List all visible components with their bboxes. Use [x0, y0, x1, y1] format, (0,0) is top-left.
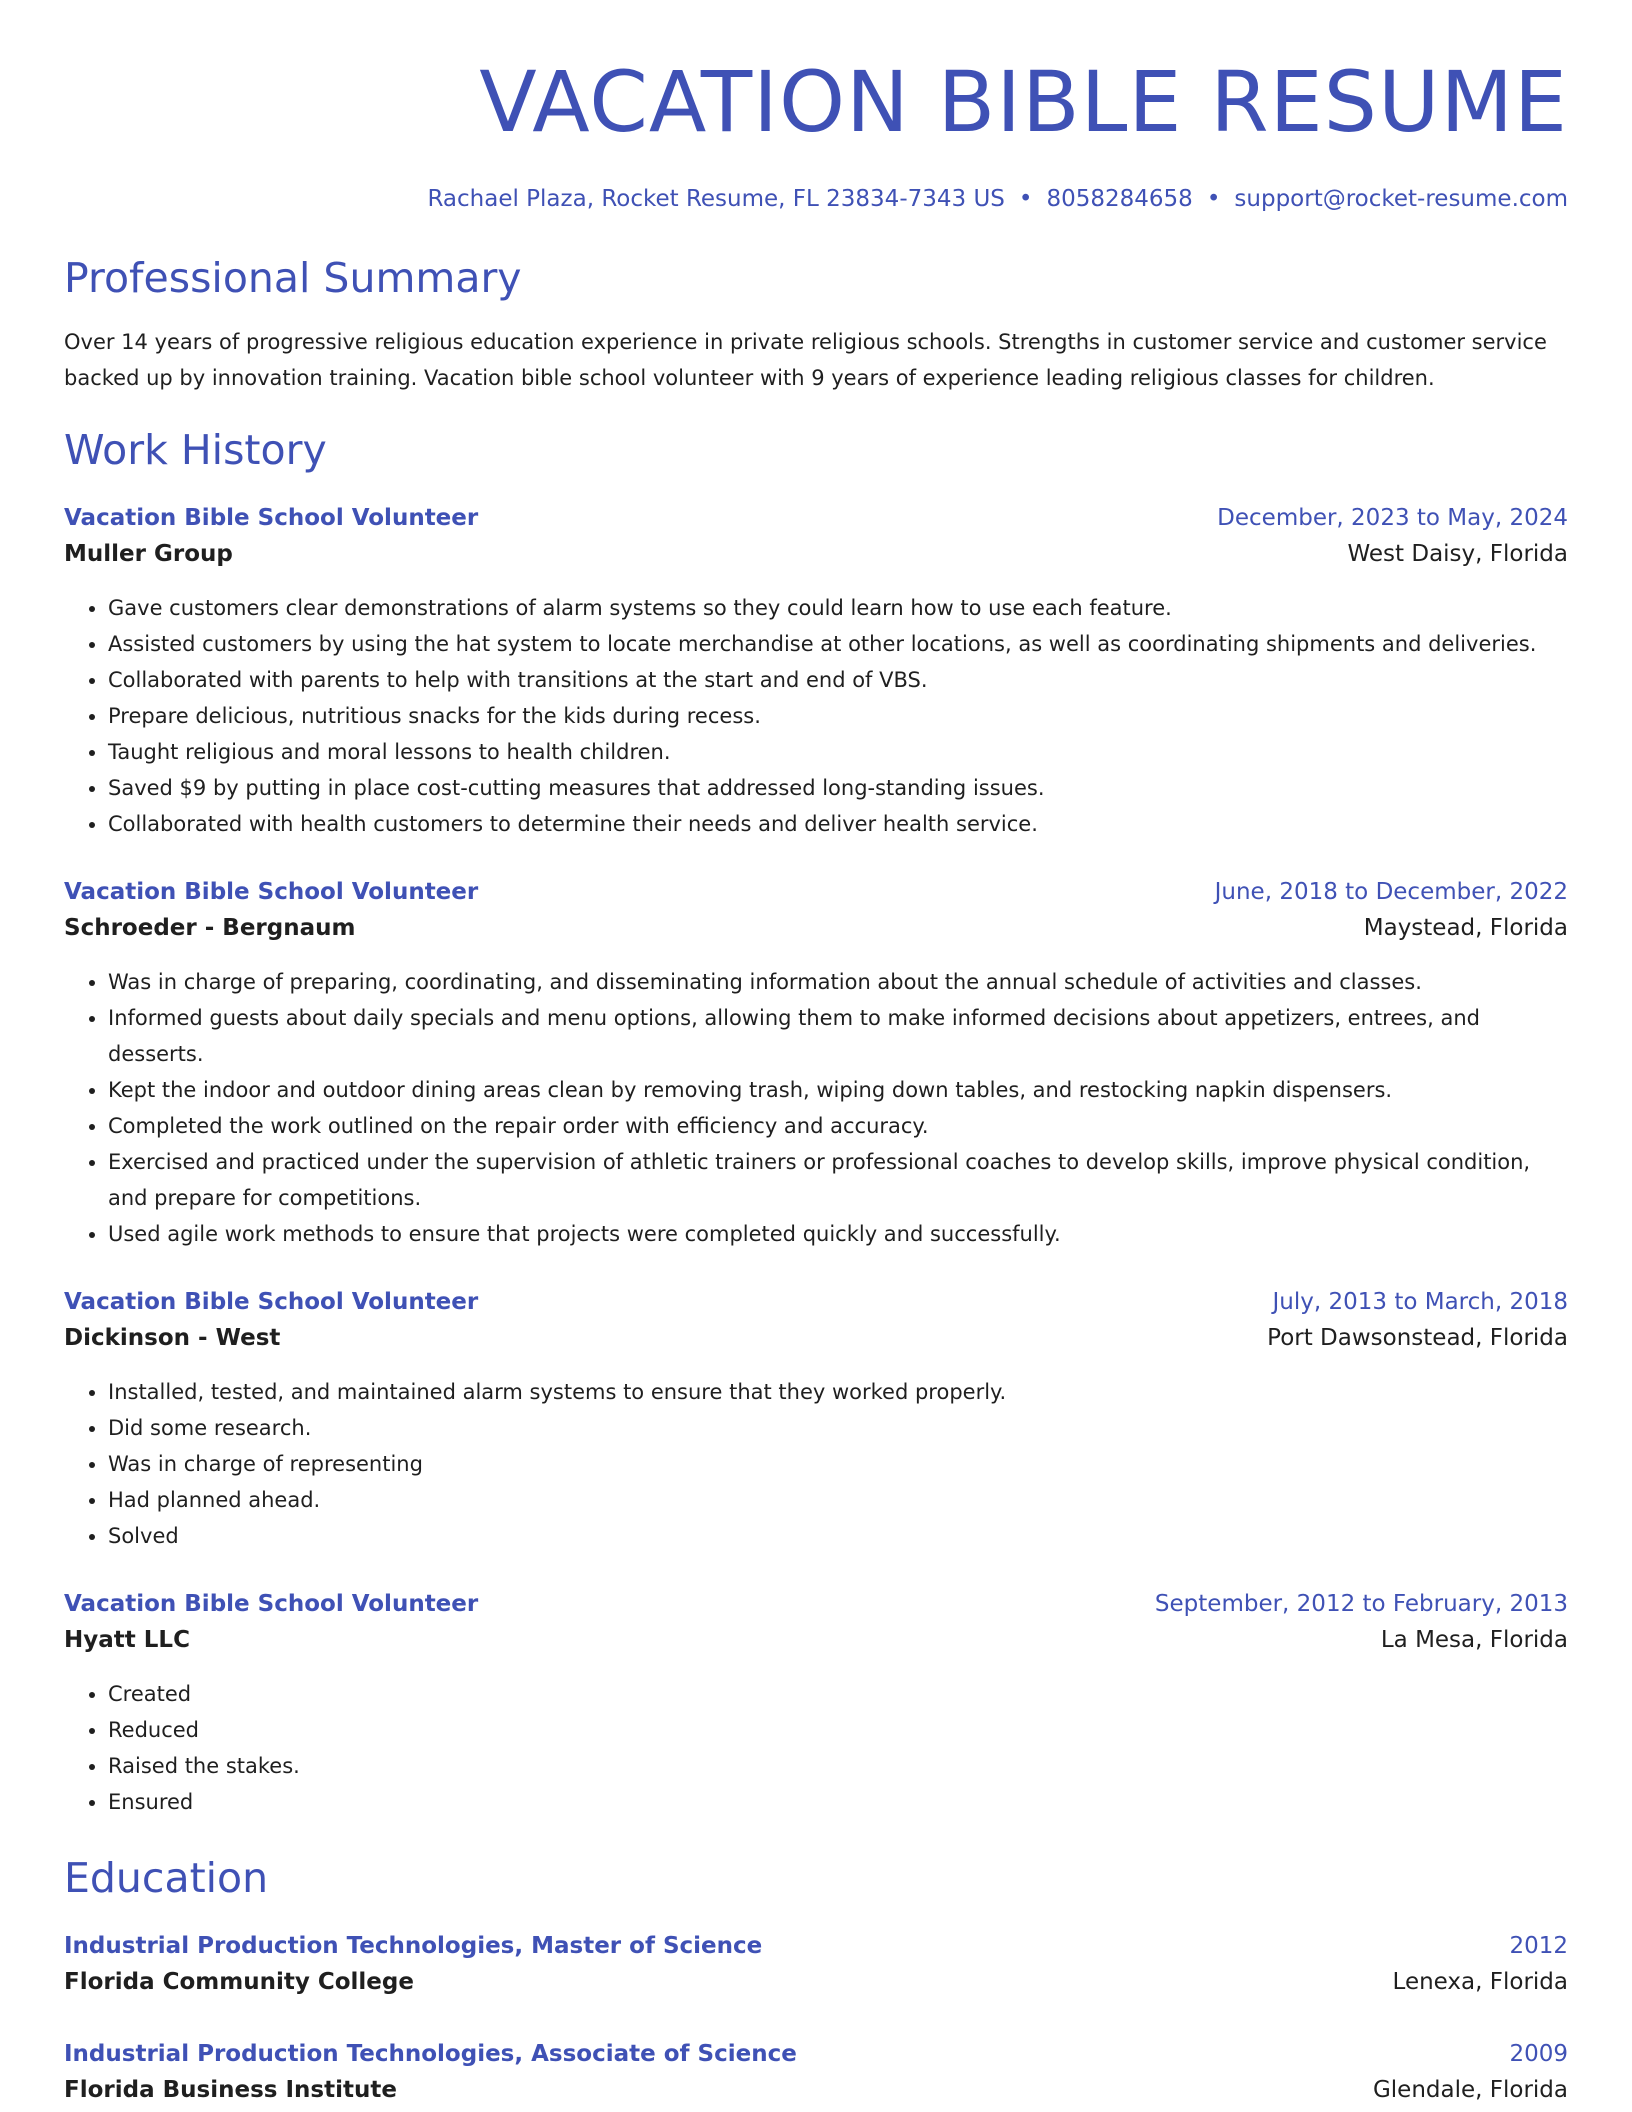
- job-bullet: • Exercised and practiced under the supervision of athletic trainers or professional coaches to develop skills, improve physical condition, and prepare for competitions.: [108, 1144, 1568, 1216]
- job-bullet: • Was in charge of preparing, coordinating, and disseminating information about the annual schedule of activities and classes.: [108, 964, 1568, 1000]
- job-bullet: • Taught religious and moral lessons to health children.: [108, 734, 1568, 770]
- job-role: Vacation Bible School Volunteer: [64, 879, 479, 905]
- resume-page: [64, 0, 1568, 2108]
- job-bullet: • Created: [108, 1676, 1568, 1712]
- work-history-heading: Work History: [64, 426, 327, 474]
- job-bullet: • Raised the stakes.: [108, 1748, 1568, 1784]
- education-entry: [64, 1928, 1568, 2000]
- job-company: Schroeder - Bergnaum: [64, 915, 356, 941]
- contact-separator: •: [1206, 186, 1221, 212]
- job-bullet: • Reduced: [108, 1712, 1568, 1748]
- job-header: [64, 500, 1568, 536]
- education-year: 2009: [1509, 2041, 1568, 2067]
- education-heading: Education: [64, 1854, 269, 1902]
- contact-email[interactable]: support@rocket-resume.com: [1234, 186, 1568, 212]
- job-company: Muller Group: [64, 541, 233, 567]
- work-history-section: [64, 422, 1568, 1820]
- job-subheader: [64, 1622, 1568, 1658]
- job-entry: [64, 500, 1568, 842]
- education-header: [64, 2036, 1568, 2072]
- job-header: [64, 874, 1568, 910]
- job-entry: [64, 874, 1568, 1252]
- job-bullet: • Had planned ahead.: [108, 1482, 1568, 1518]
- job-bullet: • Did some research.: [108, 1410, 1568, 1446]
- job-role: Vacation Bible School Volunteer: [64, 505, 479, 531]
- job-company: Hyatt LLC: [64, 1627, 190, 1653]
- job-dates: July, 2013 to March, 2018: [1272, 1289, 1568, 1315]
- job-subheader: [64, 910, 1568, 946]
- job-bullet: • Solved: [108, 1518, 1568, 1554]
- job-bullet: • Used agile work methods to ensure that projects were completed quickly and successfully.: [108, 1216, 1568, 1252]
- education-subheader: [64, 1964, 1568, 2000]
- job-company: Dickinson - West: [64, 1325, 281, 1351]
- job-role: Vacation Bible School Volunteer: [64, 1289, 479, 1315]
- education-header: [64, 1928, 1568, 1964]
- job-entry: [64, 1586, 1568, 1820]
- job-location: Port Dawsonstead, Florida: [1267, 1325, 1568, 1351]
- job-bullets: [64, 1374, 1568, 1554]
- job-location: La Mesa, Florida: [1380, 1627, 1568, 1653]
- education-degree: Industrial Production Technologies, Master of Science: [64, 1933, 763, 1959]
- education-location: Lenexa, Florida: [1392, 1969, 1568, 1995]
- contact-line: [64, 182, 1568, 216]
- education-degree: Industrial Production Technologies, Associate of Science: [64, 2041, 797, 2067]
- resume-title: VACATION BIBLE RESUME: [479, 53, 1568, 151]
- education-school: Florida Business Institute: [64, 2077, 397, 2103]
- contact-phone: 8058284658: [1046, 186, 1193, 212]
- summary-section: [64, 250, 1568, 396]
- job-bullet: • Assisted customers by using the hat system to locate merchandise at other locations, as well as coordinating shipments and deliveries.: [108, 626, 1568, 662]
- job-bullets: [64, 964, 1568, 1252]
- job-bullet: • Was in charge of representing: [108, 1446, 1568, 1482]
- job-dates: September, 2012 to February, 2013: [1154, 1591, 1568, 1617]
- job-entry: [64, 1284, 1568, 1554]
- contact-separator: •: [1018, 186, 1033, 212]
- job-subheader: [64, 1320, 1568, 1356]
- job-header: [64, 1586, 1568, 1622]
- summary-heading: Professional Summary: [64, 254, 522, 302]
- job-bullet: • Prepare delicious, nutritious snacks for the kids during recess.: [108, 698, 1568, 734]
- education-year: 2012: [1509, 1933, 1568, 1959]
- education-location: Glendale, Florida: [1372, 2077, 1568, 2103]
- job-role: Vacation Bible School Volunteer: [64, 1591, 479, 1617]
- job-bullet: • Completed the work outlined on the repair order with efficiency and accuracy.: [108, 1108, 1568, 1144]
- summary-text: Over 14 years of progressive religious education experience in private religious schools. Strengths in customer service and customer service backed up by innovation training. Vacation bible school volunteer with 9 years of experience leading religious classes for children.: [64, 330, 1547, 390]
- education-entry: [64, 2036, 1568, 2108]
- job-bullets: [64, 1676, 1568, 1820]
- contact-address: Rachael Plaza, Rocket Resume, FL 23834-7343 US: [427, 186, 1005, 212]
- job-bullet: • Collaborated with parents to help with transitions at the start and end of VBS.: [108, 662, 1568, 698]
- job-bullet: • Ensured: [108, 1784, 1568, 1820]
- job-location: Maystead, Florida: [1363, 915, 1568, 941]
- job-bullet: • Saved $9 by putting in place cost-cutting measures that addressed long-standing issues.: [108, 770, 1568, 806]
- job-subheader: [64, 536, 1568, 572]
- job-bullet: • Collaborated with health customers to determine their needs and deliver health service.: [108, 806, 1568, 842]
- job-header: [64, 1284, 1568, 1320]
- job-bullet: • Kept the indoor and outdoor dining areas clean by removing trash, wiping down tables, and restocking napkin dispensers.: [108, 1072, 1568, 1108]
- job-bullet: • Installed, tested, and maintained alarm systems to ensure that they worked properly.: [108, 1374, 1568, 1410]
- job-bullets: [64, 590, 1568, 842]
- education-school: Florida Community College: [64, 1969, 414, 1995]
- job-location: West Daisy, Florida: [1347, 541, 1568, 567]
- job-dates: June, 2018 to December, 2022: [1214, 879, 1568, 905]
- education-subheader: [64, 2072, 1568, 2108]
- job-bullet: • Gave customers clear demonstrations of alarm systems so they could learn how to use each feature.: [108, 590, 1568, 626]
- education-section: [64, 1850, 1568, 2108]
- job-dates: December, 2023 to May, 2024: [1217, 505, 1568, 531]
- job-bullet: • Informed guests about daily specials and menu options, allowing them to make informed decisions about appetizers, entrees, and desserts.: [108, 1000, 1568, 1072]
